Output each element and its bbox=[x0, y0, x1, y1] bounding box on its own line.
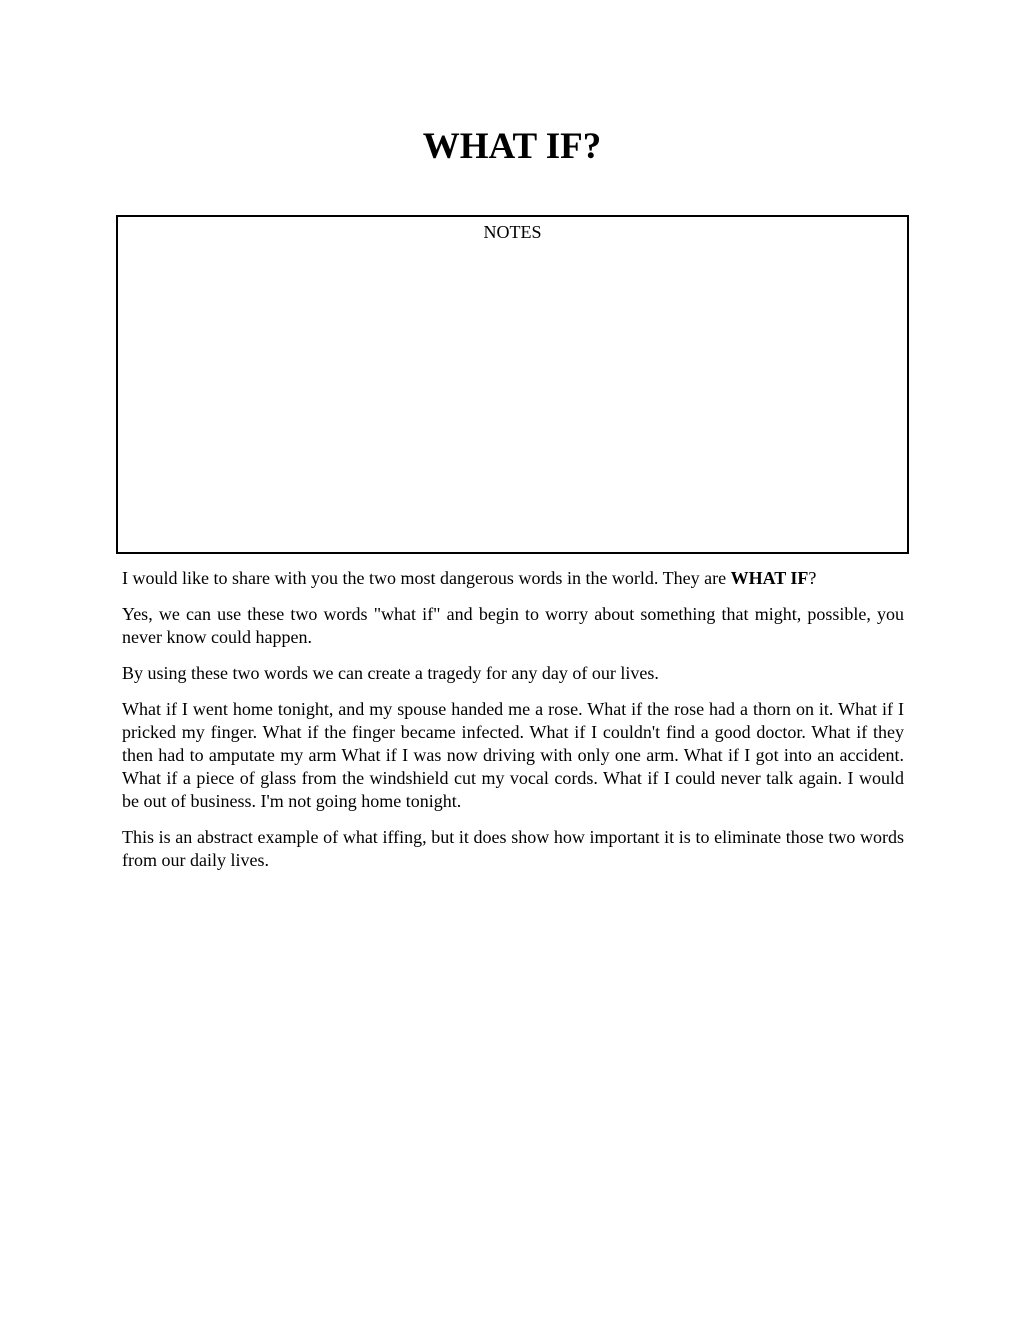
paragraph-1-end: ? bbox=[808, 568, 817, 588]
body-text bbox=[122, 567, 904, 885]
paragraph-5: This is an abstract example of what iffing, but it does show how important it is to eliminate those two words from our daily lives. bbox=[122, 827, 904, 870]
paragraph-2: Yes, we can use these two words "what if" and begin to worry about something that might, possible, you never know could happen. bbox=[122, 604, 904, 647]
page-title: WHAT IF? bbox=[422, 126, 602, 167]
paragraph-1-bold: WHAT IF bbox=[730, 568, 809, 588]
notes-label: NOTES bbox=[483, 222, 542, 242]
paragraph-1 bbox=[122, 567, 904, 590]
paragraph-3: By using these two words we can create a tragedy for any day of our lives. bbox=[122, 663, 659, 683]
paragraph-4: What if I went home tonight, and my spouse handed me a rose. What if the rose had a thorn on it. What if I pricked my finger. What if the finger became infected. What if I couldn't find a good doctor. What if they then had to amputate my arm What if I was now driving with only one arm. What if I got into an accident. What if a piece of glass from the windshield cut my vocal cords. What if I could never talk again. I would be out of business. I'm not going home tonight. bbox=[122, 699, 904, 811]
notes-box bbox=[116, 215, 909, 554]
paragraph-1-text: I would like to share with you the two most dangerous words in the world. They are bbox=[122, 568, 731, 588]
